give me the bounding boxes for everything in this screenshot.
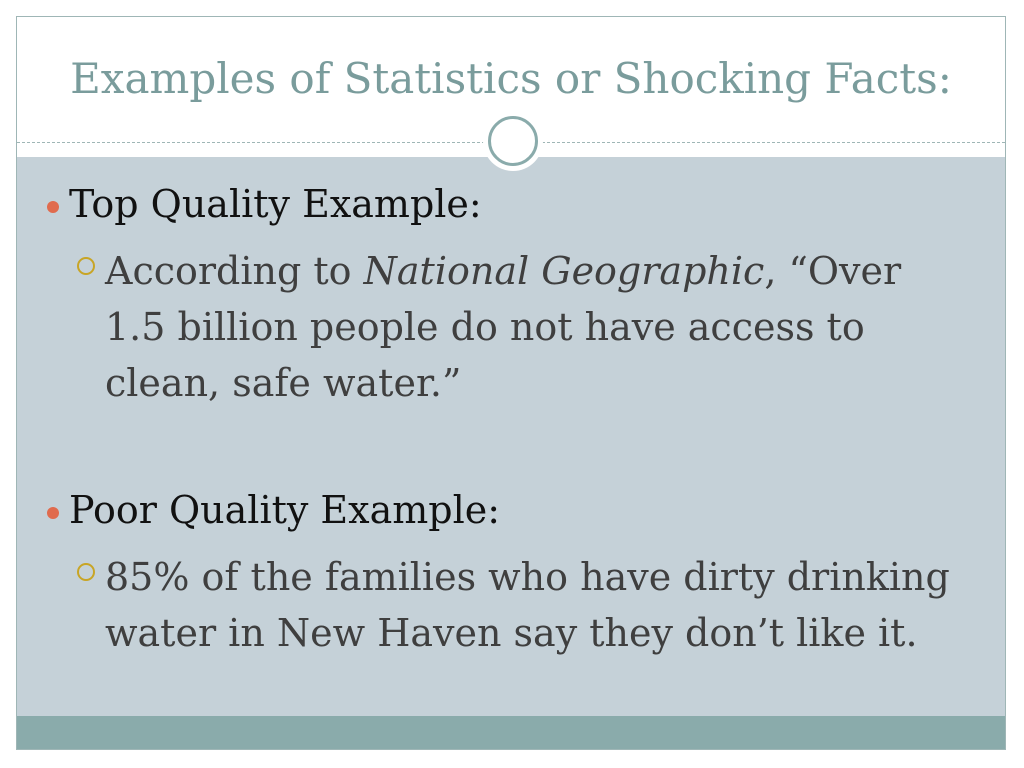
ring-icon bbox=[488, 116, 538, 166]
slide-title: Examples of Statistics or Shocking Facts: bbox=[70, 54, 952, 103]
bullet-dot-icon bbox=[47, 201, 59, 213]
source-name: National Geographic bbox=[363, 249, 765, 293]
sub-bullet-text bbox=[105, 243, 957, 411]
sub-bullet-item-national-geographic bbox=[77, 243, 957, 411]
bullet-dot-icon bbox=[47, 507, 59, 519]
sub-bullet-text: 85% of the families who have dirty drinking water in New Haven say they don’t like it. bbox=[105, 555, 950, 655]
sub-bullet-item-new-haven bbox=[77, 549, 957, 661]
circle-bullet-icon bbox=[77, 563, 95, 581]
slide bbox=[16, 16, 1006, 750]
sub-bullet-quote: , “Over 1.5 billion people do not have access to clean, safe water.” bbox=[105, 249, 902, 405]
circle-ornament-icon bbox=[483, 111, 543, 171]
bullet-label: Top Quality Example: bbox=[69, 182, 482, 226]
bullet-item-top-quality bbox=[47, 181, 482, 227]
footer-band bbox=[17, 716, 1005, 750]
bullet-item-poor-quality bbox=[47, 487, 500, 533]
sub-bullet-prefix: According to bbox=[105, 249, 364, 293]
bullet-label: Poor Quality Example: bbox=[69, 488, 501, 532]
circle-bullet-icon bbox=[77, 257, 95, 275]
